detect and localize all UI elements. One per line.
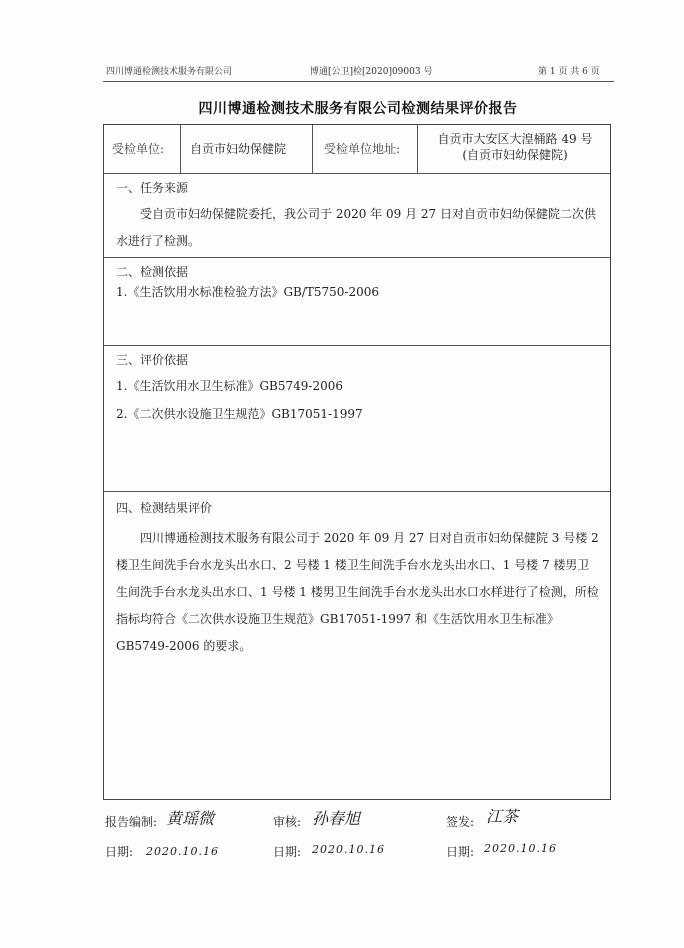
unit-address-label: 受检单位地址: bbox=[324, 142, 401, 156]
header-report-number: 博通[公卫]检[2020]09003 号 bbox=[310, 67, 433, 77]
address-line-1: 自贡市大安区大湟桶路 49 号 bbox=[437, 132, 593, 146]
col-divider bbox=[180, 125, 181, 174]
section-task-heading: 一、任务来源 bbox=[116, 181, 189, 195]
signer-signature: 江茶 bbox=[486, 807, 519, 826]
address-line-2: (自贡市妇幼保健院) bbox=[462, 148, 568, 162]
row-divider bbox=[104, 257, 610, 258]
signer-date: 2020.10.16 bbox=[484, 842, 557, 855]
reviewer-date-label: 日期: bbox=[273, 845, 302, 859]
signer-date-label: 日期: bbox=[446, 845, 475, 859]
col-divider bbox=[312, 125, 313, 174]
reviewer-signature: 孙春旭 bbox=[312, 809, 361, 828]
row-divider bbox=[104, 345, 610, 346]
signer-label: 签发: bbox=[446, 815, 475, 829]
section-eval-basis-item-2: 2.《二次供水设施卫生规范》GB17051-1997 bbox=[116, 407, 363, 421]
reviewer-date: 2020.10.16 bbox=[312, 843, 385, 856]
section-result-heading: 四、检测结果评价 bbox=[116, 501, 213, 515]
reviewer-label: 审核: bbox=[273, 815, 302, 829]
section-task-text: 受自贡市妇幼保健院委托，我公司于 2020 年 09 月 27 日对自贡市妇幼保健院二次供水进行了检测。 bbox=[116, 207, 596, 248]
header-company: 四川博通检测技术服务有限公司 bbox=[106, 67, 233, 77]
header-divider bbox=[103, 81, 614, 82]
section-eval-basis-item-1: 1.《生活饮用水卫生标准》GB5749-2006 bbox=[116, 379, 343, 393]
col-divider bbox=[417, 125, 418, 174]
compiler-signature: 黄瑶微 bbox=[166, 809, 215, 828]
inspected-unit-label: 受检单位: bbox=[112, 142, 165, 156]
report-table bbox=[103, 124, 611, 800]
header-page-info: 第 1 页 共 6 页 bbox=[538, 67, 600, 77]
report-title: 四川博通检测技术服务有限公司检测结果评价报告 bbox=[198, 101, 518, 117]
compiler-label: 报告编制: bbox=[105, 815, 158, 829]
section-basis-heading: 二、检测依据 bbox=[116, 265, 189, 279]
compiler-date: 2020.10.16 bbox=[146, 845, 219, 858]
row-divider bbox=[104, 491, 610, 492]
unit-address-value bbox=[420, 131, 610, 163]
inspected-unit-value: 自贡市妇幼保健院 bbox=[190, 142, 287, 156]
section-eval-basis-heading: 三、评价依据 bbox=[116, 353, 189, 367]
compiler-date-label: 日期: bbox=[105, 845, 134, 859]
section-basis-item-1: 1.《生活饮用水标准检验方法》GB/T5750-2006 bbox=[116, 285, 380, 299]
section-result-text: 四川博通检测技术服务有限公司于 2020 年 09 月 27 日对自贡市妇幼保健院 3 号楼 2 楼卫生间洗手台水龙头出水口、2 号楼 1 楼卫生间洗手台水龙头出水口、1 号楼 7 楼男卫生间洗手台水龙头出水口、1 号楼 1 楼男卫生间洗手台水龙头出水口水样进行了检测，所检指标均符合《二次供水设施卫生规范》GB17051-1997 和《生活饮用水卫生标准》GB5749-2006 的要求。 bbox=[116, 531, 599, 653]
